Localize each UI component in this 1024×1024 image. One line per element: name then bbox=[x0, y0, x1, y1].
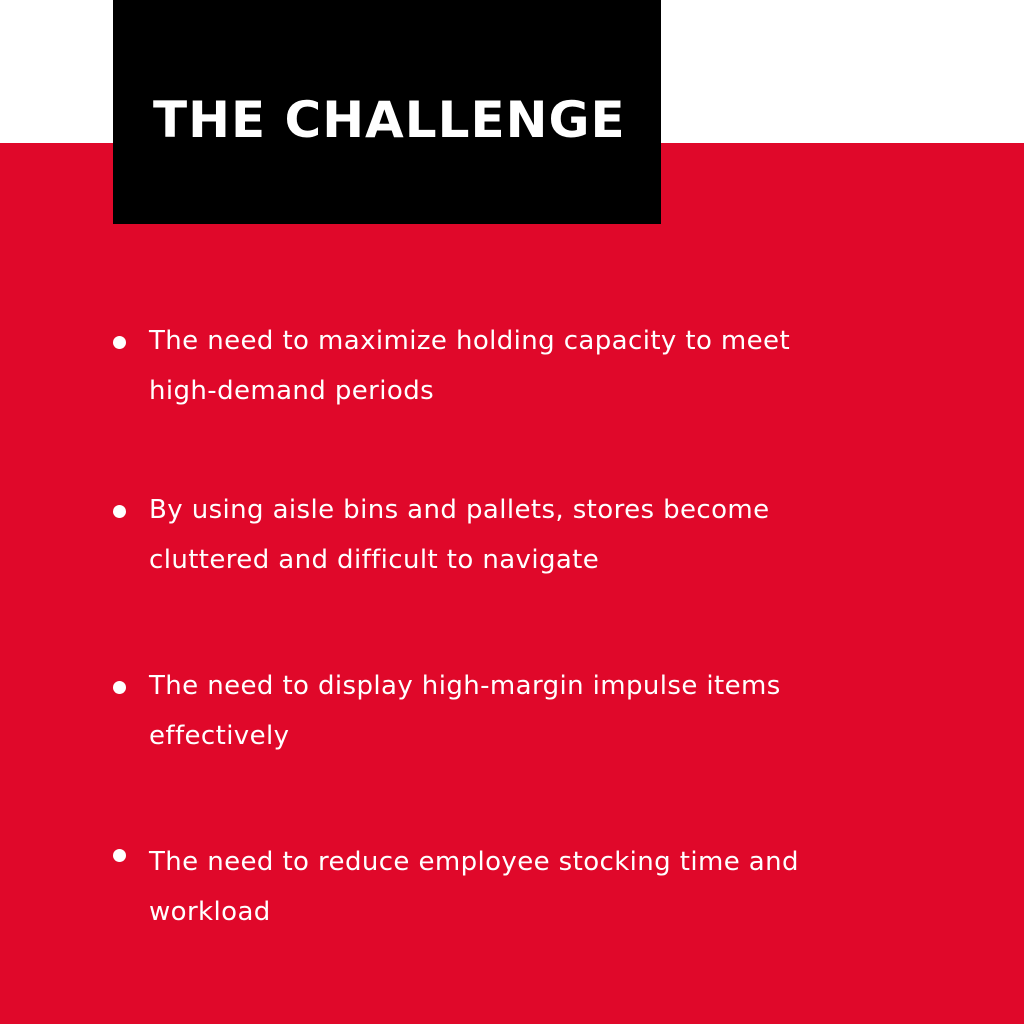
bullet-dot-icon bbox=[113, 681, 126, 694]
list-item-text: The need to reduce employee stocking time and workload bbox=[149, 847, 799, 927]
bullet-dot-icon bbox=[113, 505, 126, 518]
title-box bbox=[113, 0, 661, 224]
bullet-dot-icon bbox=[113, 849, 126, 862]
bullet-dot-icon bbox=[113, 336, 126, 349]
list-item-text: The need to maximize holding capacity to meet high-demand periods bbox=[149, 326, 791, 406]
list-item-text: By using aisle bins and pallets, stores become cluttered and difficult to navigate bbox=[149, 495, 770, 575]
list-item-text: The need to display high-margin impulse items effectively bbox=[149, 671, 781, 751]
page-title: THE CHALLENGE bbox=[153, 91, 626, 149]
